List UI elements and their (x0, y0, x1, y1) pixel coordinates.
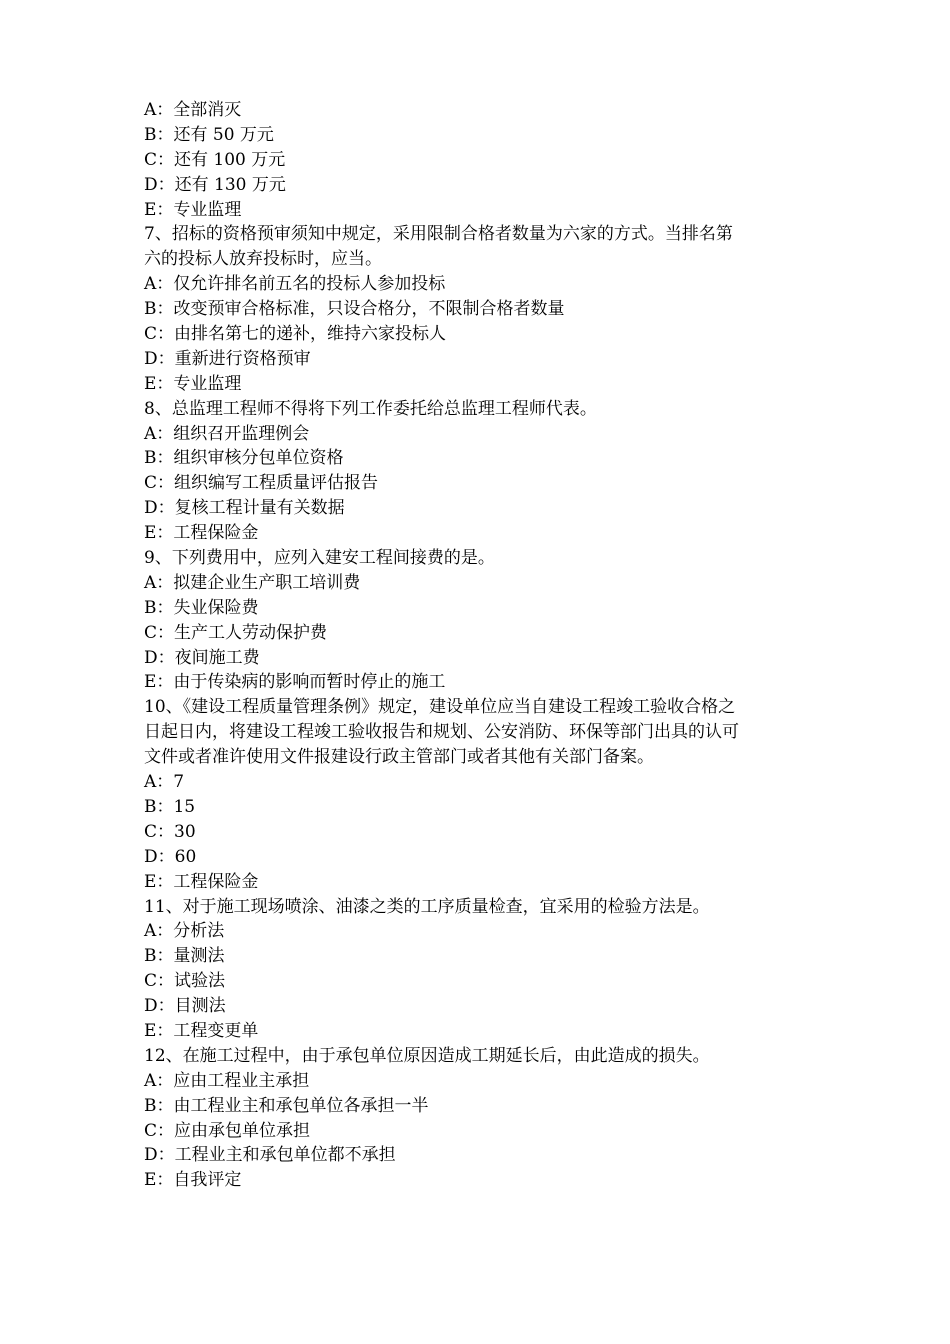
text-line: E：工程保险金 (144, 871, 259, 892)
text-line: 9、下列费用中，应列入建安工程间接费的是。 (144, 548, 495, 569)
text-line: A：全部消灭 (144, 100, 242, 120)
text-line: E：工程变更单 (144, 1020, 259, 1041)
text-line: 7、招标的资格预审须知中规定，采用限制合格者数量为六家的方式。当排名第 (144, 224, 733, 245)
text-line: A：7 (144, 772, 185, 793)
text-line: D：复核工程计量有关数据 (144, 498, 345, 519)
text-line: 11、对于施工现场喷涂、油漆之类的工序质量检查，宜采用的检验方法是。 (144, 896, 710, 917)
text-line: E：由于传染病的影响而暂时停止的施工 (144, 672, 446, 693)
text-line: B：15 (144, 796, 196, 817)
text-line: A：拟建企业生产职工培训费 (144, 572, 361, 593)
text-line: 日起日内，将建设工程竣工验收报告和规划、公安消防、环保等部门出具的认可 (144, 722, 739, 743)
text-line: C：由排名第七的递补，维持六家投标人 (144, 324, 447, 345)
text-line: C：30 (144, 821, 196, 842)
text-line: B：组织审核分包单位资格 (144, 448, 344, 469)
text-line: C：生产工人劳动保护费 (144, 622, 328, 643)
text-line: D：目测法 (144, 996, 226, 1017)
text-line: 文件或者准许使用文件报建设行政主管部门或者其他有关部门备案。 (144, 747, 654, 768)
text-line: A：组织召开监理例会 (144, 423, 310, 444)
text-line: B：还有 50 万元 (144, 124, 274, 145)
text-line: B：改变预审合格标准，只设合格分，不限制合格者数量 (144, 299, 565, 320)
text-line: 8、总监理工程师不得将下列工作委托给总监理工程师代表。 (144, 398, 597, 419)
text-line: C：应由承包单位承担 (144, 1120, 311, 1141)
text-line: D：夜间施工费 (144, 647, 260, 668)
document-text (144, 98, 810, 1193)
text-line: A：应由工程业主承担 (144, 1070, 310, 1091)
text-line: 12、在施工过程中，由于承包单位原因造成工期延长后，由此造成的损失。 (144, 1045, 710, 1066)
text-line: B：失业保险费 (144, 597, 259, 618)
text-line: C：组织编写工程质量评估报告 (144, 473, 379, 494)
text-line: E：专业监理 (144, 373, 242, 394)
text-line: D：重新进行资格预审 (144, 348, 311, 369)
text-line: B：由工程业主和承包单位各承担一半 (144, 1095, 429, 1116)
text-line: C：试验法 (144, 971, 226, 992)
text-line: 10、《建设工程质量管理条例》规定，建设单位应当自建设工程竣工验收合格之 (144, 697, 736, 718)
text-line: E：工程保险金 (144, 523, 259, 544)
text-line: C：还有 100 万元 (144, 149, 286, 170)
text-line: B：量测法 (144, 946, 225, 967)
text-line: D：工程业主和承包单位都不承担 (144, 1145, 396, 1166)
text-line: D：60 (144, 846, 197, 867)
text-line: A：仅允许排名前五名的投标人参加投标 (144, 274, 446, 295)
text-line: E：自我评定 (144, 1170, 242, 1191)
text-line: D：还有 130 万元 (144, 174, 286, 195)
text-line: 六的投标人放弃投标时，应当。 (144, 249, 382, 270)
text-line: A：分析法 (144, 921, 225, 942)
text-line: E：专业监理 (144, 199, 242, 220)
